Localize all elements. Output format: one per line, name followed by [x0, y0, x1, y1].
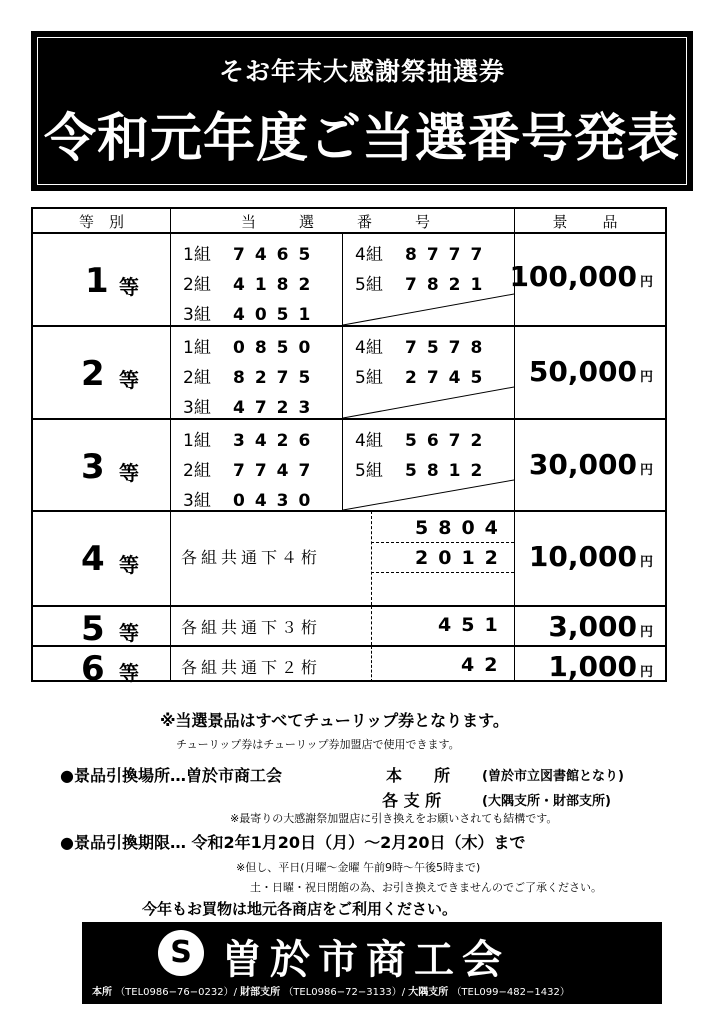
- dashed-divider: [371, 511, 372, 605]
- group-entry: 1組 7465: [183, 245, 321, 265]
- closing-message: 今年もお買物は地元各商店をご利用ください。: [142, 900, 458, 918]
- tulip-notice: ※当選景品はすべてチューリップ券となります。: [160, 711, 509, 730]
- group-entry: 2組 7747: [183, 461, 321, 481]
- rank-suffix: 等: [119, 661, 139, 685]
- rank-number: 3: [81, 447, 105, 487]
- rank-suffix: 等: [119, 553, 139, 577]
- rank-number: 4: [81, 539, 105, 579]
- footer-banner: [82, 922, 662, 1004]
- group-entry: 3組 4723: [183, 398, 321, 418]
- rank-number: 5: [81, 609, 105, 649]
- common-digits-note: 各組共通下２桁: [181, 658, 322, 677]
- contact-line: [92, 983, 570, 998]
- rank-suffix: 等: [119, 275, 139, 299]
- rank-number: 1: [85, 261, 109, 301]
- branches: 各 支 所: [382, 791, 442, 810]
- header-prize: 景 品: [552, 213, 628, 231]
- organization-name: 曽於市商工会: [222, 937, 510, 983]
- office-tel: （TEL0986−72−3133）/: [283, 987, 406, 998]
- group-entry: 2組 4182: [183, 275, 321, 295]
- rank-number: 2: [81, 354, 105, 394]
- office-name: 大隅支所: [408, 987, 449, 998]
- closed-note: 土・日曜・祝日閉館の為、お引き換えできませんのでご了承ください。: [250, 881, 602, 894]
- rank-suffix: 等: [119, 368, 139, 392]
- group-entry: 4組 5672: [355, 431, 493, 451]
- office-name: 本所: [92, 987, 112, 998]
- branches-note: (大隅支所・財部支所): [482, 794, 611, 809]
- results-table: [31, 207, 667, 689]
- office-tel: （TEL099−482−1432）: [451, 987, 570, 998]
- rank-suffix: 等: [119, 621, 139, 645]
- group-entry: 4組 8777: [355, 245, 493, 265]
- header-banner: [31, 31, 693, 191]
- winning-number: 2012: [415, 547, 508, 569]
- prize-amount: 3,000 円: [548, 610, 653, 643]
- common-digits-note: 各組共通下３桁: [181, 618, 322, 637]
- tulip-usage: チューリップ券はチューリップ券加盟店で使用できます。: [176, 738, 460, 751]
- header-numbers: 当 選 番 号: [240, 213, 444, 231]
- winning-number: 451: [438, 614, 508, 636]
- winning-number: 42: [461, 654, 508, 676]
- prize-amount: 100,000 円: [509, 260, 653, 293]
- exchange-period: ●景品引換期限… 令和2年1月20日（月）〜2月20日（木）まで: [60, 833, 526, 852]
- dashed-divider: [371, 542, 514, 543]
- prize-amount: 50,000 円: [528, 355, 653, 388]
- prize-amount: 1,000 円: [548, 650, 653, 683]
- chamber-logo-icon: S: [158, 930, 204, 976]
- exchange-place-label: ●景品引換場所…曽於市商工会: [60, 766, 282, 785]
- header-subtitle: そお年末大感謝祭抽選券: [218, 57, 505, 86]
- common-digits-note: 各組共通下４桁: [181, 548, 322, 567]
- rank-suffix: 等: [119, 461, 139, 485]
- office-tel: （TEL0986−76−0232）/: [115, 987, 237, 998]
- group-entry: 1組 3426: [183, 431, 321, 451]
- dashed-divider: [371, 646, 372, 682]
- main-office-note: (曽於市立図書館となり): [482, 769, 624, 784]
- group-entry: 1組 0850: [183, 338, 321, 358]
- winning-number: 5804: [415, 517, 508, 539]
- header-frame: [37, 37, 687, 185]
- group-entry: 5組 5812: [355, 461, 493, 481]
- dashed-divider: [371, 572, 514, 573]
- header-rank: 等 別: [78, 213, 124, 231]
- prize-amount: 10,000 円: [528, 540, 653, 573]
- office-name: 財部支所: [240, 987, 281, 998]
- group-entry: 2組 8275: [183, 368, 321, 388]
- group-entry: 5組 2745: [355, 368, 493, 388]
- dashed-divider: [371, 606, 372, 645]
- group-entry: 5組 7821: [355, 275, 493, 295]
- hours-note: ※但し、平日(月曜〜金曜 午前9時〜午後5時まで): [236, 861, 481, 874]
- nearest-store-note: ※最寄りの大感謝祭加盟店に引き換えをお願いされても結構です。: [230, 812, 558, 825]
- page-title: 令和元年度ご当選番号発表: [43, 109, 680, 169]
- group-entry: 3組 0430: [183, 491, 321, 511]
- rank-number: 6: [81, 649, 105, 689]
- prize-amount: 30,000 円: [528, 448, 653, 481]
- group-entry: 4組 7578: [355, 338, 493, 358]
- group-entry: 3組 4051: [183, 305, 321, 325]
- main-office: 本 所: [386, 766, 451, 785]
